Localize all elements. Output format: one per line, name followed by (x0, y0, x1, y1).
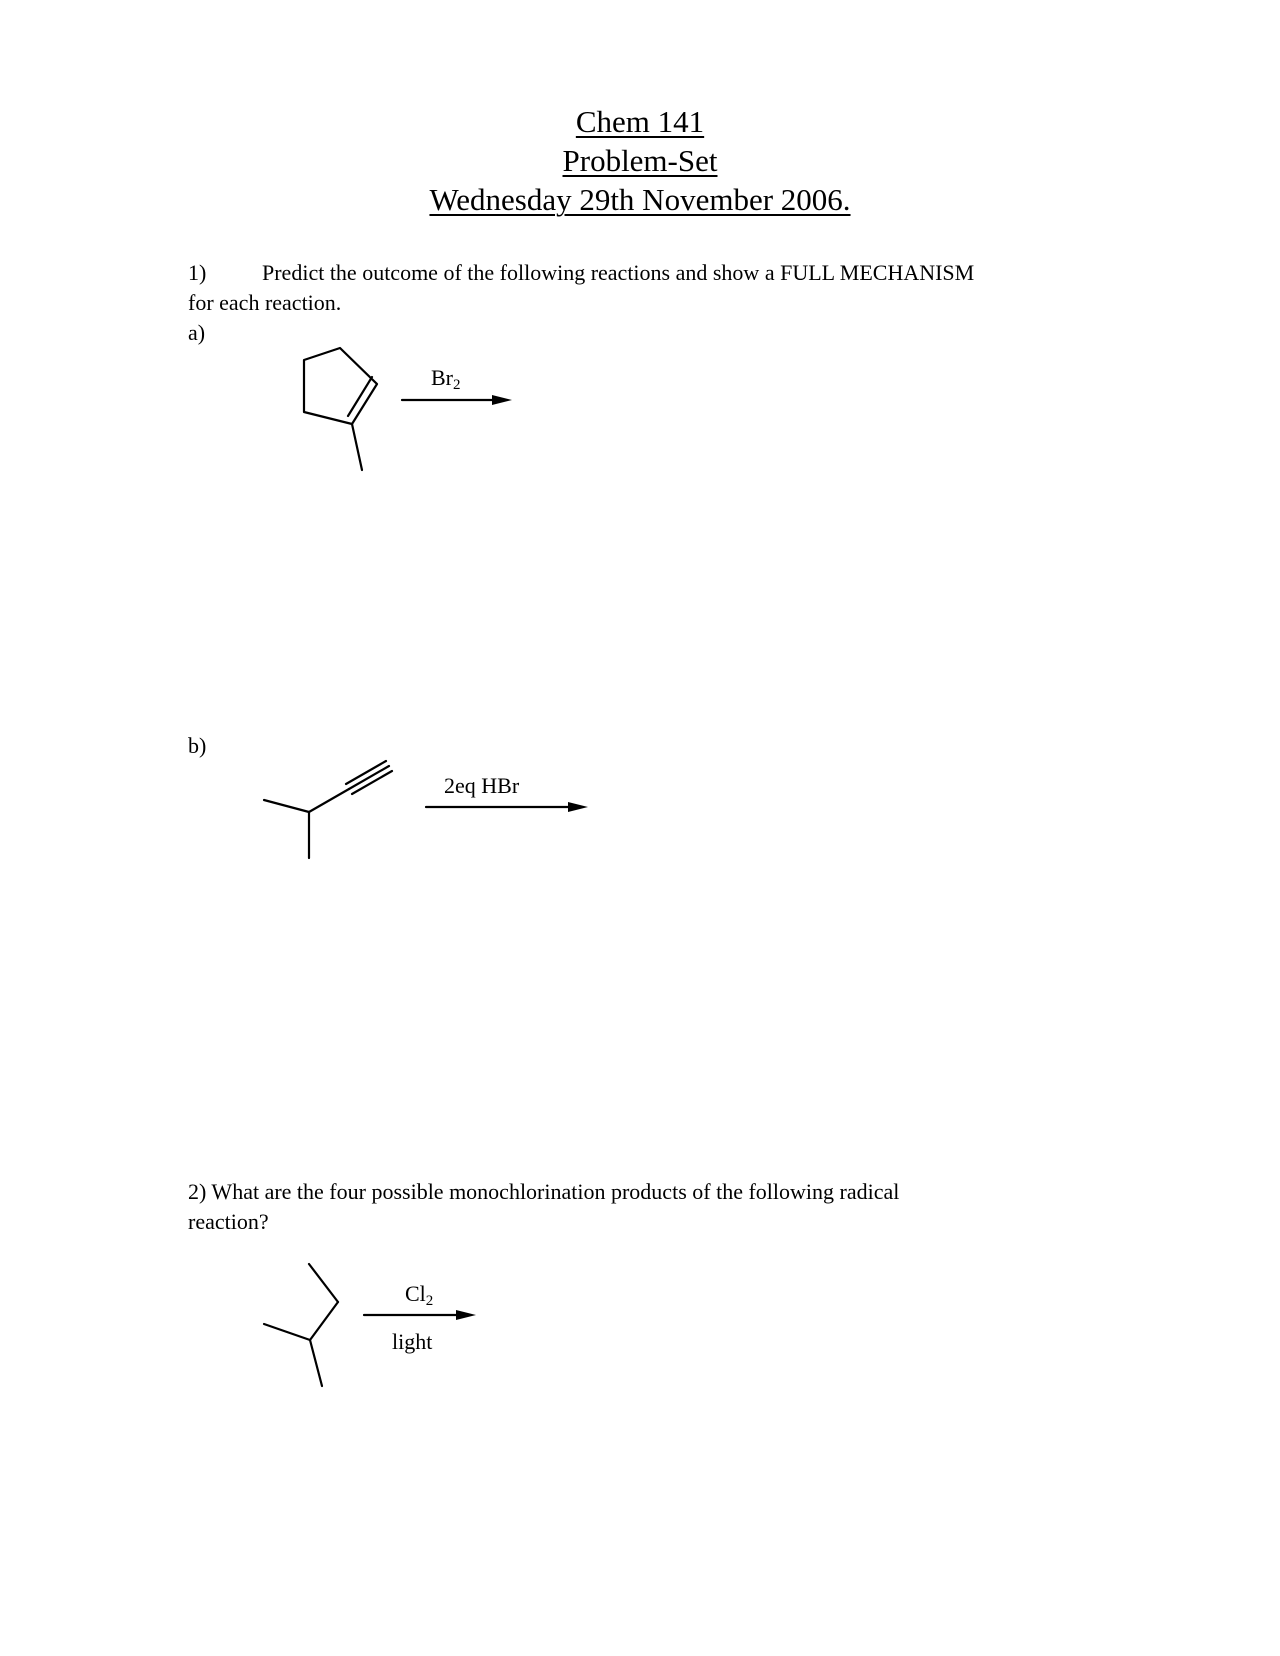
reagent-bromine-symbol: Br (431, 365, 453, 390)
reaction-2-condition: light (392, 1329, 433, 1354)
methylbutane-structure (264, 1264, 338, 1386)
reaction-2-arrow (364, 1310, 476, 1320)
reaction-2-reagent (405, 1281, 434, 1309)
question-2-prompt-line-2: reaction? (188, 1209, 269, 1234)
question-2-prompt-line-1: 2) What are the four possible monochlorination products of the following radical (188, 1179, 900, 1204)
question-1-number: 1) (188, 260, 207, 285)
course-title: Chem 141 (575, 104, 705, 139)
reagent-chlorine-symbol: Cl (405, 1281, 426, 1306)
part-a-label: a) (188, 320, 206, 345)
part-b-label: b) (188, 733, 207, 758)
question-1-prompt-line-1: Predict the outcome of the following reactions and show a FULL MECHANISM (262, 260, 975, 285)
reagent-bromine-subscript: 2 (453, 377, 461, 393)
document-type: Problem-Set (562, 143, 718, 178)
question-1-prompt-line-2: for each reaction. (188, 290, 342, 315)
reagent-chlorine-subscript: 2 (425, 1293, 434, 1309)
reaction-b-reagent: 2eq HBr (444, 773, 520, 798)
document-date: Wednesday 29th November 2006. (429, 182, 851, 217)
